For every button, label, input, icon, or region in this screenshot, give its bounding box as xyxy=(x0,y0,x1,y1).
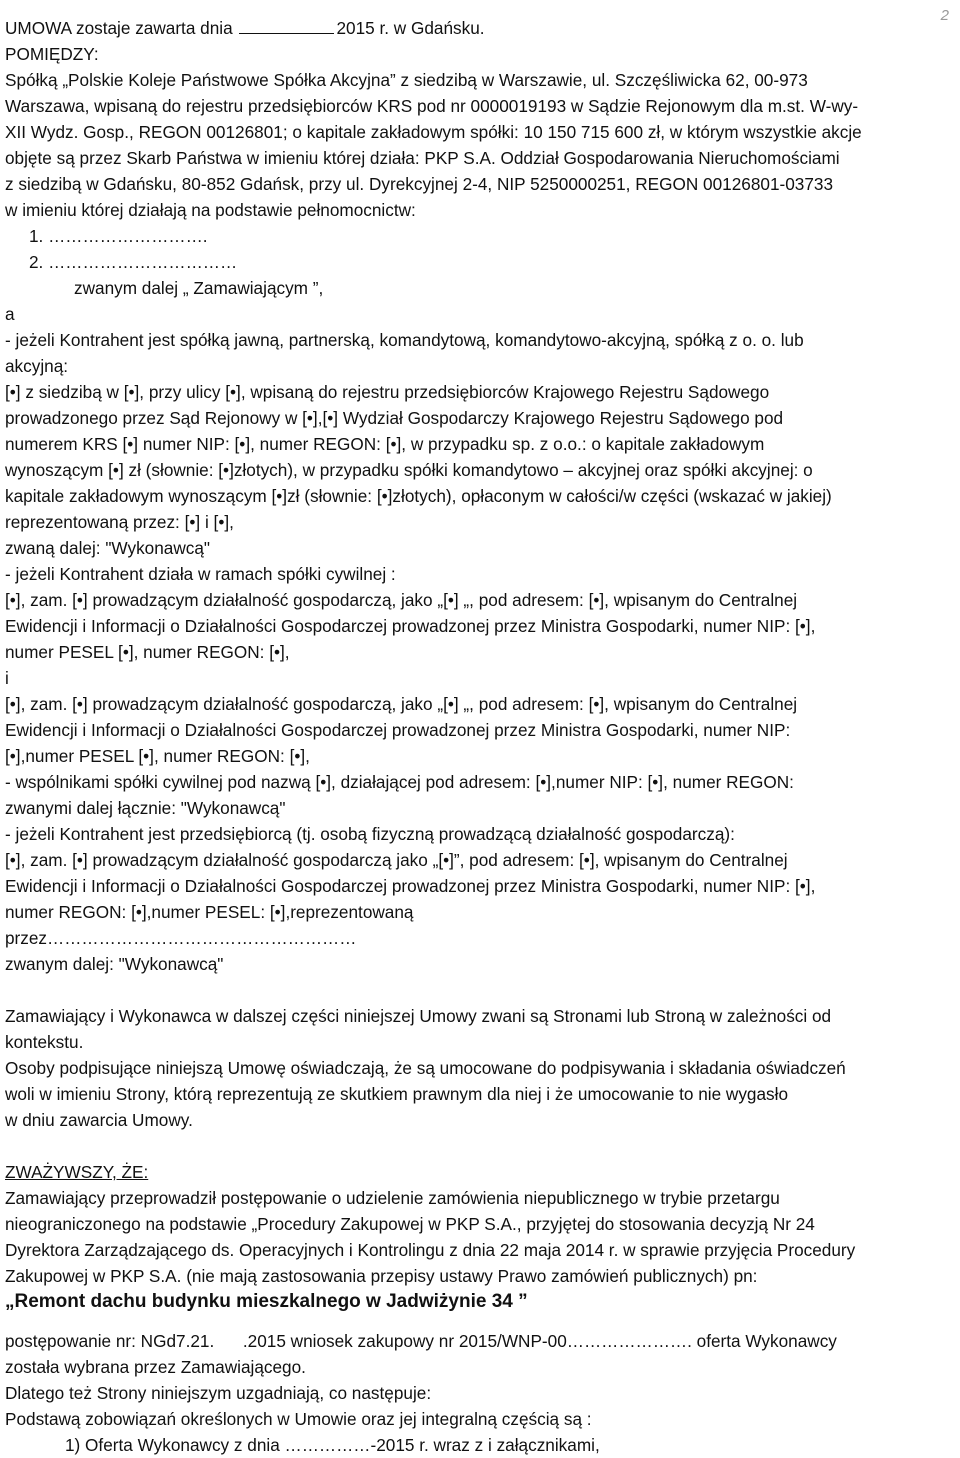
entrepreneur-line-6: zwanym dalej: "Wykonawcą" xyxy=(5,954,224,974)
parties-line-2: kontekstu. xyxy=(5,1032,84,1052)
civil-line-4: numer PESEL [•], numer REGON: [•], xyxy=(5,642,290,662)
and-word: a xyxy=(5,304,15,324)
party1-line-4: objęte są przez Skarb Państwa w imieniu której działa: PKP S.A. Oddział Gospodarowania Nieruchomościami xyxy=(5,148,840,168)
parties-line-5: w dniu zawarcia Umowy. xyxy=(5,1110,193,1130)
civil-line-10: zwanymi dalej łącznie: "Wykonawcą" xyxy=(5,798,286,818)
representative-2: 2. …………………………… xyxy=(29,252,238,272)
civil-line-5: i xyxy=(5,668,9,688)
entrepreneur-line-5: przez……………………………………………… xyxy=(5,928,357,948)
contract-title: „Remont dachu budynku mieszkalnego w Jadwiżynie 34 ” xyxy=(5,1291,528,1312)
company-line-5: numerem KRS [•] numer NIP: [•], numer REGON: [•], w przypadku sp. z o.o.: o kapitale zakładowym xyxy=(5,434,765,454)
company-line-3: [•] z siedzibą w [•], przy ulicy [•], wpisaną do rejestru przedsiębiorców Krajowego Rejestru Sądowego xyxy=(5,382,770,402)
entrepreneur-line-2: [•], zam. [•] prowadzącym działalność gospodarczą jako „[•]”, pod adresem: [•], wpisanym do Centralnej xyxy=(5,850,788,870)
civil-line-2: [•], zam. [•] prowadzącym działalność gospodarczą, jako „[•] „, pod adresem: [•], wpisanym do Centralnej xyxy=(5,590,798,610)
civil-line-8: [•],numer PESEL [•], numer REGON: [•], xyxy=(5,746,310,766)
parties-line-1: Zamawiający i Wykonawca w dalszej części niniejszej Umowy zwani są Stronami lub Stroną w zależności od xyxy=(5,1006,832,1026)
called-client: zwanym dalej „ Zamawiającym ”, xyxy=(74,278,324,298)
civil-line-7: Ewidencji i Informacji o Działalności Gospodarczej prowadzonej przez Ministra Gospodarki, numer NIP: xyxy=(5,720,791,740)
company-line-6: wynoszącym [•] zł (słownie: [•]złotych), w przypadku spółki komandytowo – akcyjnej oraz spółki akcyjnej: o xyxy=(5,460,813,480)
party1-line-5: z siedzibą w Gdańsku, 80-852 Gdańsk, przy ul. Dyrekcyjnej 2-4, NIP 5250000251, REGON 00126801-03733 xyxy=(5,174,834,194)
parties-line-4: woli w imieniu Strony, którą reprezentują ze skutkiem prawnym dla niej i że umocowanie to nie wygasło xyxy=(5,1084,789,1104)
list-item-1: 1) Oferta Wykonawcy z dnia ……………-2015 r. wraz z i załącznikami, xyxy=(65,1435,600,1455)
company-line-1: - jeżeli Kontrahent jest spółką jawną, partnerską, komandytową, komandytowo-akcyjną, spółką z o. o. lub xyxy=(5,330,804,350)
spacer xyxy=(5,1315,953,1328)
basis-line: Podstawą zobowiązań określonych w Umowie oraz jej integralną częścią są : xyxy=(5,1409,592,1429)
whereas-heading: ZWAŻYWSZY, ŻE: xyxy=(5,1162,149,1182)
document-page xyxy=(5,7,953,1458)
entrepreneur-line-1: - jeżeli Kontrahent jest przedsiębiorcą (tj. osobą fizyczną prowadzącą działalność gospodarczą): xyxy=(5,824,735,844)
company-line-8: reprezentowaną przez: [•] i [•], xyxy=(5,512,234,532)
contract-date-line xyxy=(5,15,953,41)
between-heading: POMIĘDZY: xyxy=(5,44,99,64)
whereas-line-1: Zamawiający przeprowadził postępowanie o udzielenie zamówienia niepublicznego w trybie przetargu xyxy=(5,1188,780,1208)
date-prefix: UMOWA zostaje zawarta dnia xyxy=(5,18,233,38)
whereas-line-4: Zakupowej w PKP S.A. (nie mają zastosowania przepisy ustawy Prawo zamówień publicznych) pn: xyxy=(5,1266,758,1286)
spacer xyxy=(5,1133,953,1159)
party1-line-1: Spółką „Polskie Koleje Państwowe Spółka Akcyjna” z siedzibą w Warszawie, ul. Szczęśliwicka 62, 00-973 xyxy=(5,70,808,90)
party1-line-3: XII Wydz. Gosp., REGON 00126801; o kapitale zakładowym spółki: 10 150 715 600 zł, w którym wszystkie akcje xyxy=(5,122,862,142)
whereas-line-2: nieograniczonego na podstawie „Procedury Zakupowej w PKP S.A., przyjętej do stosowania decyzją Nr 24 xyxy=(5,1214,815,1234)
party1-line-2: Warszawa, wpisaną do rejestru przedsiębiorców KRS pod nr 0000019193 w Sądzie Rejonowym dla m.st. W-wy- xyxy=(5,96,859,116)
civil-line-3: Ewidencji i Informacji o Działalności Gospodarczej prowadzonej przez Ministra Gospodarki, numer NIP: [•], xyxy=(5,616,816,636)
parties-line-3: Osoby podpisujące niniejszą Umowę oświadczają, że są umocowane do podpisywania i składania oświadczeń xyxy=(5,1058,846,1078)
date-blank xyxy=(239,17,334,34)
representative-1: 1. ………………………. xyxy=(29,226,208,246)
company-line-9: zwaną dalej: "Wykonawcą" xyxy=(5,538,211,558)
spacer xyxy=(5,977,953,1003)
civil-line-1: - jeżeli Kontrahent działa w ramach spółki cywilnej : xyxy=(5,564,396,584)
company-line-4: prowadzonego przez Sąd Rejonowy w [•],[•] Wydział Gospodarczy Krajowego Rejestru Sądowego pod xyxy=(5,408,784,428)
company-line-7: kapitale zakładowym wynoszącym [•]zł (słownie: [•]złotych), opłaconym w całości/w części (wskazać w jakiej) xyxy=(5,486,832,506)
whereas-line-3: Dyrektora Zarządzającego ds. Operacyjnych i Kontrolingu z dnia 22 maja 2014 r. w sprawie przyjęcia Procedury xyxy=(5,1240,856,1260)
company-line-2: akcyjną: xyxy=(5,356,69,376)
entrepreneur-line-3: Ewidencji i Informacji o Działalności Gospodarczej prowadzonej przez Ministra Gospodarki, numer NIP: [•], xyxy=(5,876,816,896)
page-number: 2 xyxy=(940,7,949,24)
civil-line-9: - wspólnikami spółki cywilnej pod nazwą [•], działającej pod adresem: [•],numer NIP: [•], numer REGON: xyxy=(5,772,794,792)
civil-line-6: [•], zam. [•] prowadzącym działalność gospodarczą, jako „[•] „, pod adresem: [•], wpisanym do Centralnej xyxy=(5,694,798,714)
entrepreneur-line-4: numer REGON: [•],numer PESEL: [•],reprezentowaną xyxy=(5,902,414,922)
party1-line-6: w imieniu której działają na podstawie pełnomocnictw: xyxy=(5,200,416,220)
date-suffix: 2015 r. w Gdańsku. xyxy=(336,18,485,38)
procedure-number-line: postępowanie nr: NGd7.21. .2015 wniosek zakupowy nr 2015/WNP-00…………………. oferta Wykonawcy xyxy=(5,1331,837,1351)
offer-selected-line: została wybrana przez Zamawiającego. xyxy=(5,1357,306,1377)
agreement-line: Dlatego też Strony niniejszym uzgadniają, co następuje: xyxy=(5,1383,432,1403)
